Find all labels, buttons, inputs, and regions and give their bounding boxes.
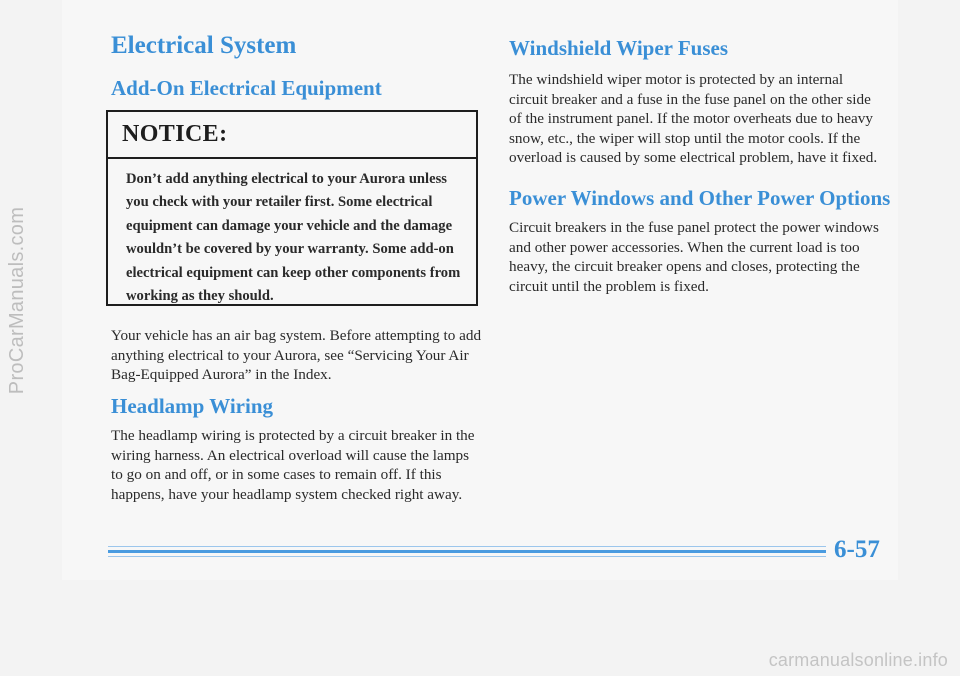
side-watermark-text: ProCarManuals.com (6, 206, 29, 394)
bottom-watermark-text: carmanualsonline.info (768, 650, 948, 670)
footer-rule (108, 546, 828, 560)
section-title: Electrical System (111, 32, 297, 59)
airbag-paragraph: Your vehicle has an air bag system. Before attempting to add anything electrical to your Aurora, see “Servicing Your Air Bag-Equipped Aurora” in the Index. (111, 327, 482, 384)
power-paragraph: Circuit breakers in the fuse panel protect the power windows and other power accessories. When the current load is too heavy, the circuit breaker opens and closes, protecting the circuit until the problem is fixed. (509, 219, 879, 295)
notice-title: NOTICE: (122, 121, 228, 147)
notice-header (108, 112, 476, 159)
wiper-heading: Windshield Wiper Fuses (509, 36, 729, 60)
headlamp-paragraph: The headlamp wiring is protected by a circuit breaker in the wiring harness. An electrical overload will cause the lamps to go on and off, or in some cases to remain off. If this happens, have your headlamp system checked right away. (111, 427, 475, 503)
wiper-paragraph: The windshield wiper motor is protected by an internal circuit breaker and a fuse in the fuse panel on the other side of the instrument panel. If the motor overheats due to heavy snow, etc., the wiper will stop until the motor cools. If the overload is caused by some electrical problem, have it fixed. (509, 71, 878, 167)
notice-body: Don’t add anything electrical to your Aurora unless you check with your retailer first. Some electrical equipment can damage your vehicle and the damage wouldn’t be covered by your warranty. Some add-on electrical equipment can keep other components from working as they should. (126, 171, 461, 305)
page-number: 6-57 (834, 536, 880, 563)
addon-heading: Add-On Electrical Equipment (111, 76, 382, 100)
footer-rule-line-3 (108, 556, 826, 557)
footer-rule-line-1 (108, 546, 826, 547)
footer-rule-line-2 (108, 550, 826, 553)
power-heading: Power Windows and Other Power Options (509, 186, 891, 210)
headlamp-heading: Headlamp Wiring (111, 394, 274, 418)
notice-box (106, 110, 478, 306)
side-watermark (4, 0, 32, 600)
